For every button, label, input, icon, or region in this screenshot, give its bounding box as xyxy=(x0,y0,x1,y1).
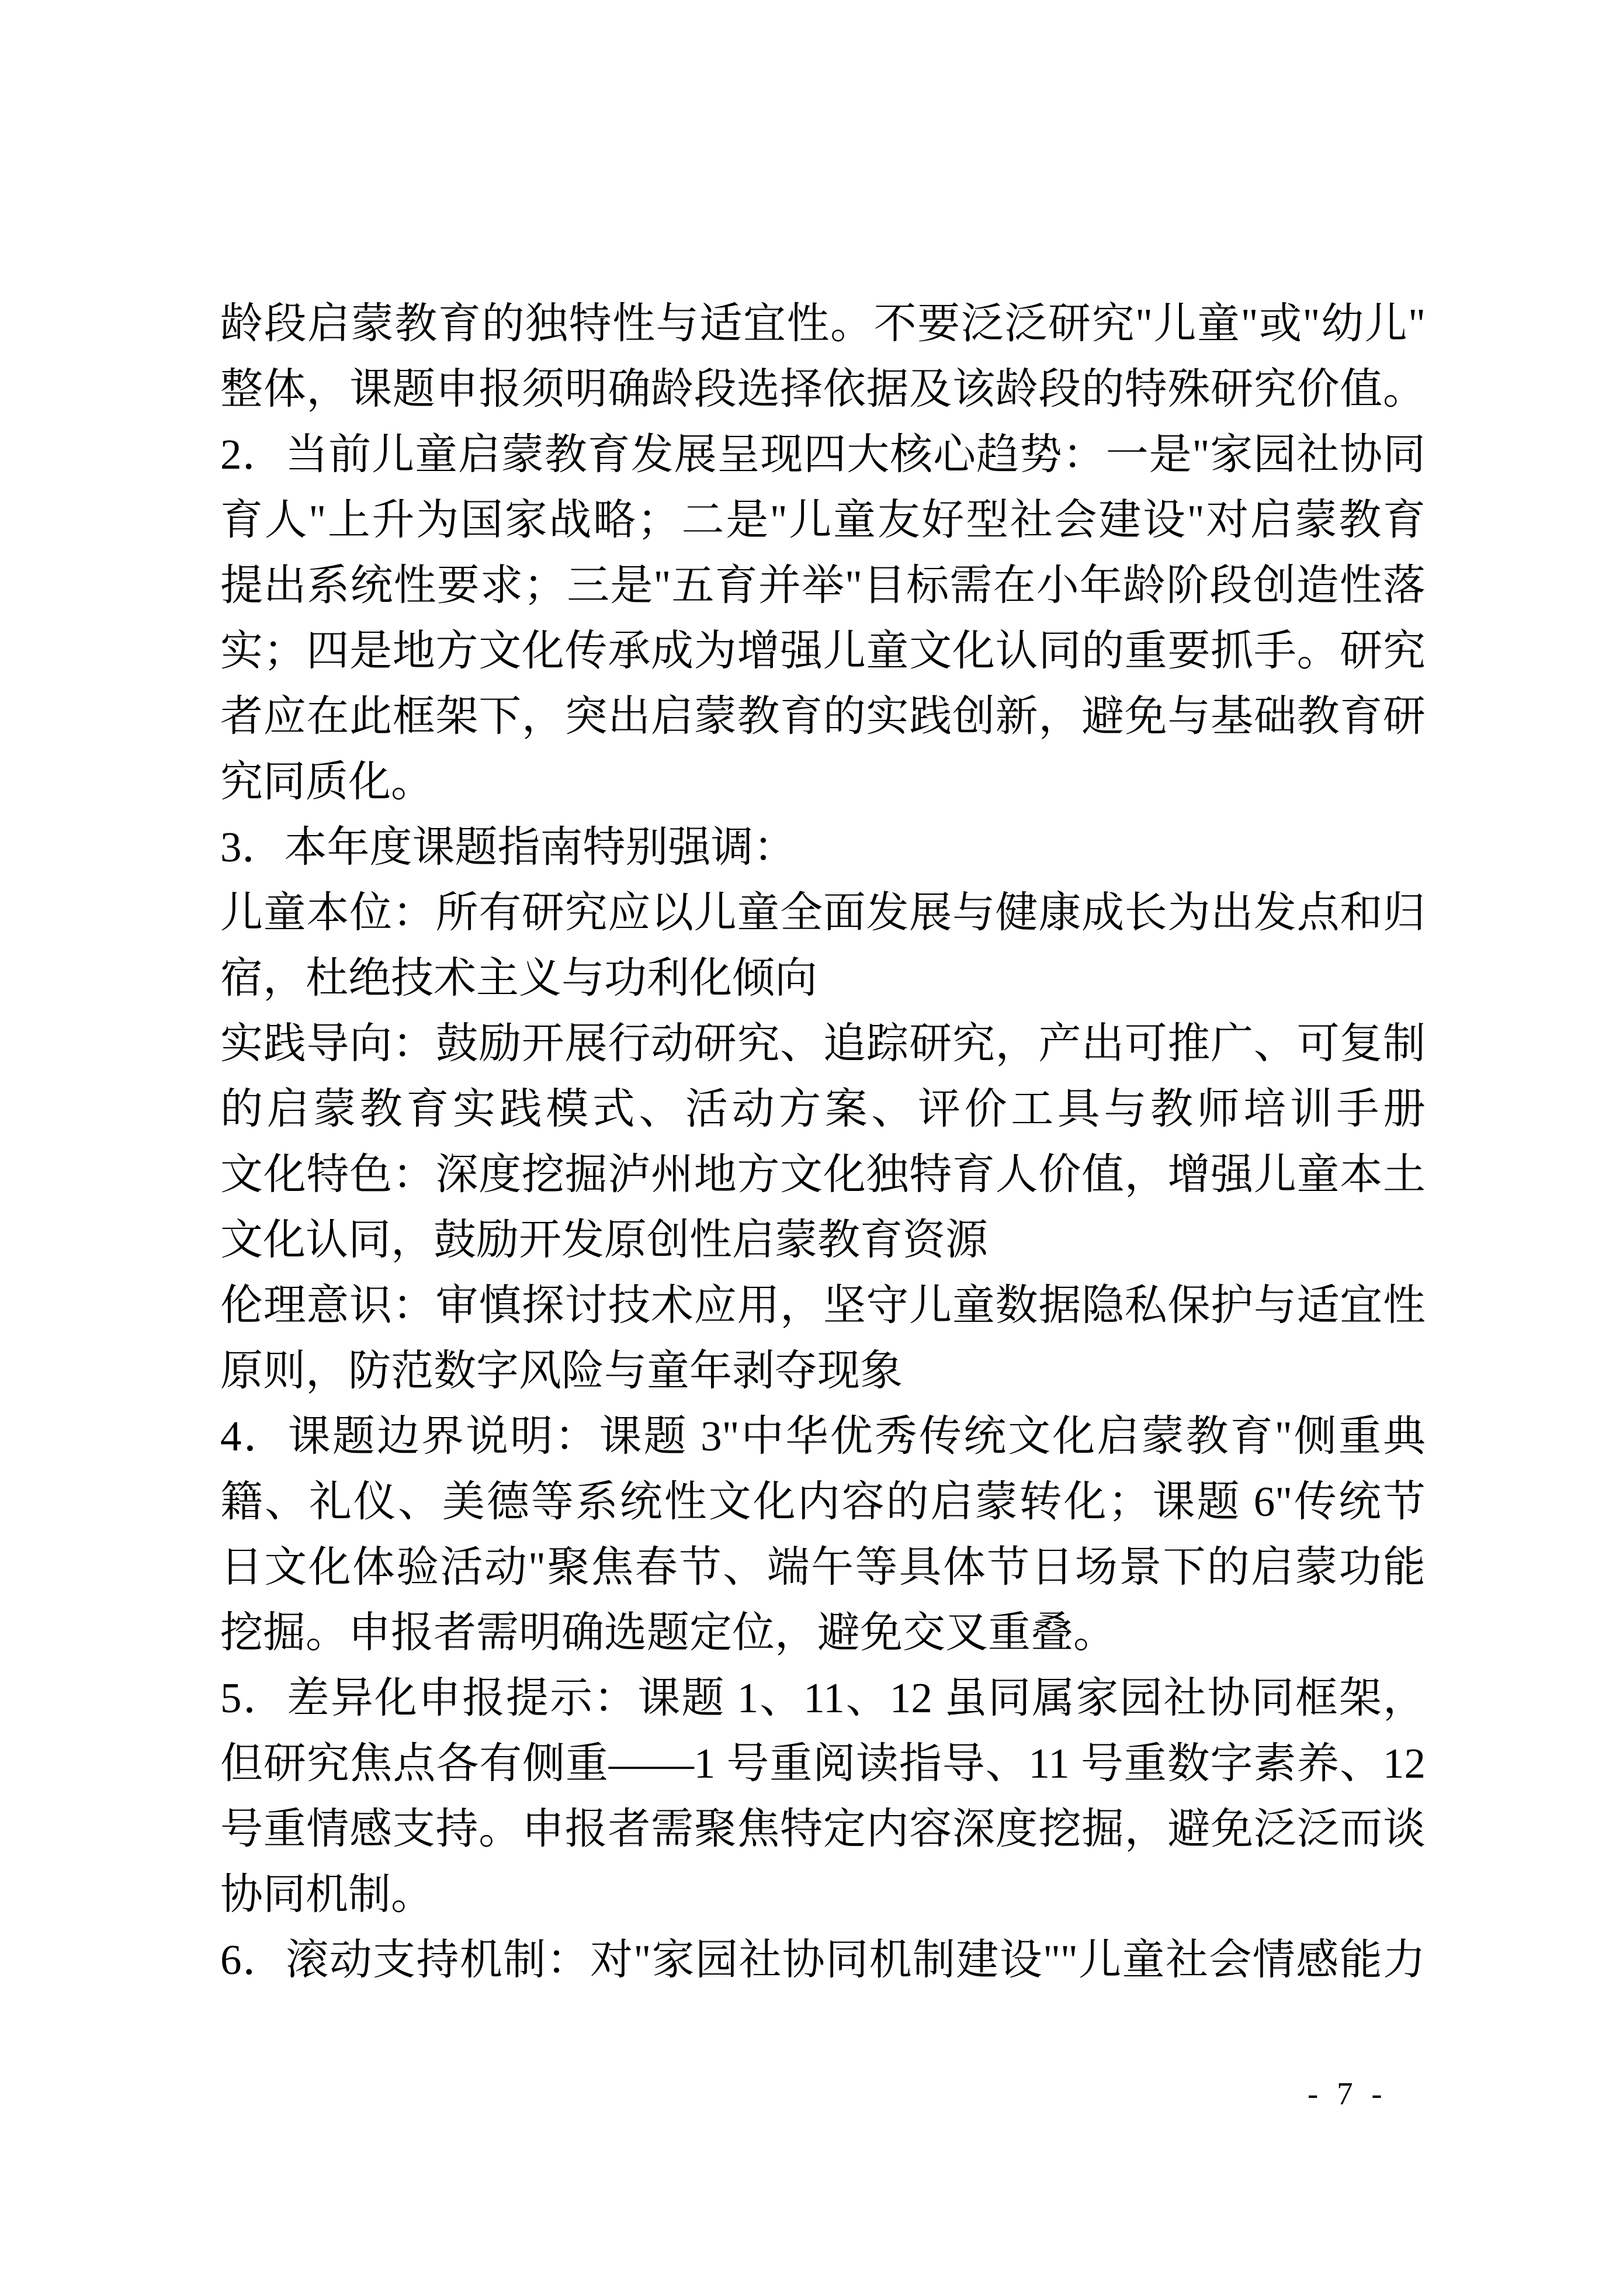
text-line: 究同质化。 xyxy=(220,758,434,805)
text-line: 日文化体验活动"聚焦春节、端午等具体节日场景下的启蒙功能 xyxy=(220,1543,1426,1591)
text-line: 籍、礼仪、美德等系统性文化内容的启蒙转化；课题 6"传统节 xyxy=(220,1478,1426,1525)
text-line: 但研究焦点各有侧重——1 号重阅读指导、11 号重数字素养、12 xyxy=(220,1740,1426,1787)
text-line: 6．滚动支持机制：对"家园社协同机制建设""儿童社会情感能力 xyxy=(220,1936,1426,1983)
text-line: 实；四是地方文化传承成为增强儿童文化认同的重要抓手。研究 xyxy=(220,627,1426,674)
text-line: 2．当前儿童启蒙教育发展呈现四大核心趋势：一是"家园社协同 xyxy=(220,431,1426,478)
text-line: 文化特色：深度挖掘泸州地方文化独特育人价值，增强儿童本土 xyxy=(220,1151,1426,1198)
text-line: 育人"上升为国家战略；二是"儿童友好型社会建设"对启蒙教育 xyxy=(220,496,1426,543)
text-line: 伦理意识：审慎探讨技术应用，坚守儿童数据隐私保护与适宜性 xyxy=(220,1282,1426,1329)
text-line: 提出系统性要求；三是"五育并举"目标需在小年龄阶段创造性落 xyxy=(220,562,1426,609)
text-line: 整体，课题申报须明确龄段选择依据及该龄段的特殊研究价值。 xyxy=(220,365,1426,413)
text-line: 3．本年度课题指南特别强调： xyxy=(220,823,796,871)
text-line: 龄段启蒙教育的独特性与适宜性。不要泛泛研究"儿童"或"幼儿" xyxy=(220,300,1426,347)
text-line: 协同机制。 xyxy=(220,1871,434,1918)
text-line: 实践导向：鼓励开展行动研究、追踪研究，产出可推广、可复制 xyxy=(220,1020,1426,1067)
text-line: 宿，杜绝技术主义与功利化倾向 xyxy=(220,954,817,1002)
page-number: - 7 - xyxy=(1308,2076,1388,2111)
text-line: 的启蒙教育实践模式、活动方案、评价工具与教师培训手册 xyxy=(220,1085,1426,1133)
text-line: 4．课题边界说明：课题 3"中华优秀传统文化启蒙教育"侧重典 xyxy=(220,1412,1426,1460)
text-line: 原则，防范数字风险与童年剥夺现象 xyxy=(220,1347,903,1394)
text-line: 号重情感支持。申报者需聚焦特定内容深度挖掘，避免泛泛而谈 xyxy=(220,1805,1426,1852)
text-line: 儿童本位：所有研究应以儿童全面发展与健康成长为出发点和归 xyxy=(220,889,1426,936)
text-block xyxy=(220,291,1426,1993)
text-line: 者应在此框架下，突出启蒙教育的实践创新，避免与基础教育研 xyxy=(220,692,1426,740)
text-line: 文化认同，鼓励开发原创性启蒙教育资源 xyxy=(220,1216,988,1263)
text-line: 5．差异化申报提示：课题 1、11、12 虽同属家园社协同框架， xyxy=(220,1674,1426,1722)
text-line: 挖掘。申报者需明确选题定位，避免交叉重叠。 xyxy=(220,1609,1116,1656)
